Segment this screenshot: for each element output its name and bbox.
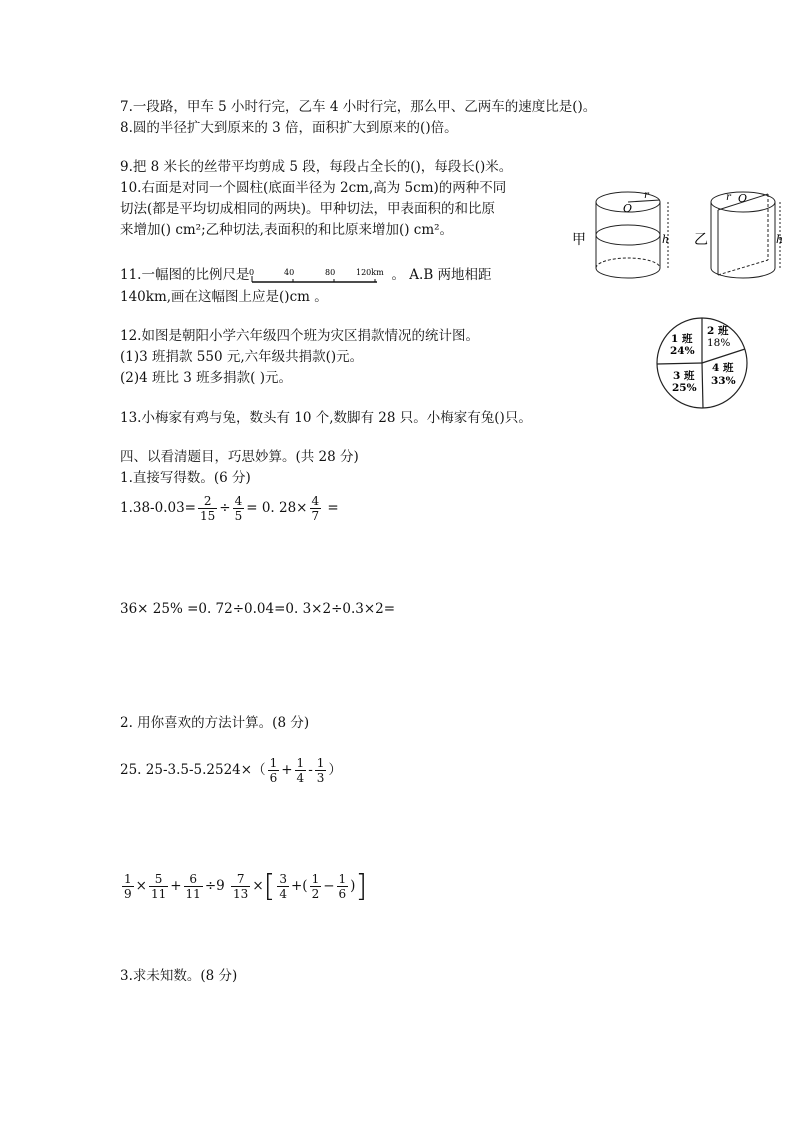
- question-9: 9.把 8 米长的丝带平均剪成 5 段，每段占全长的()，每段长()米。: [120, 159, 513, 175]
- part-2-expr-1: [120, 753, 342, 787]
- times-sign: ×: [135, 878, 147, 894]
- left-bracket: [: [263, 868, 276, 904]
- fraction-1-4: [295, 756, 307, 785]
- frac-den: 3: [316, 771, 325, 785]
- scale-tick-0: 0: [249, 267, 255, 277]
- part-3-title: 3.求未知数。(8 分): [120, 968, 238, 984]
- fraction-1-3: [315, 756, 327, 785]
- divide-sign: ÷: [219, 500, 231, 516]
- frac-num: 5: [154, 872, 163, 886]
- frac-den: 6: [269, 771, 278, 785]
- question-11-line1: [120, 266, 492, 285]
- part-2-expr-2: [120, 866, 367, 906]
- center-label-yi: O: [738, 192, 748, 205]
- frac-den: 11: [150, 887, 167, 901]
- section-4-heading: 四、以看清题目，巧思妙算。(共 28 分): [120, 449, 359, 465]
- frac-num: 1: [269, 756, 278, 770]
- frac-den: 15: [200, 509, 216, 523]
- pie-chart: [655, 316, 749, 410]
- frac-num: 4: [311, 494, 320, 508]
- divide-nine: ÷9: [204, 878, 225, 894]
- part-1-row-1: [120, 494, 339, 523]
- question-11-prefix: 11.一幅图的比例尺是: [120, 267, 250, 283]
- radius-label-yi: r: [726, 192, 731, 203]
- frac-num: 2: [203, 494, 212, 508]
- cylinder-figures: [568, 185, 790, 285]
- plus-sign: +: [170, 878, 182, 894]
- frac-num: 1: [296, 756, 305, 770]
- question-10-line3: 来增加() cm²;乙种切法,表面积的和比原来增加() cm²。: [120, 222, 454, 238]
- fig-label-yi: 乙: [694, 232, 708, 248]
- open-paren: +(: [290, 878, 308, 894]
- scale-bar: [249, 267, 391, 285]
- frac-num: 7: [236, 872, 245, 886]
- frac-den: 11: [185, 887, 201, 901]
- fraction-1-9: [122, 872, 134, 901]
- fraction-5-11: [149, 872, 168, 901]
- minus-sign: −: [323, 878, 335, 894]
- scale-tick-40: 40: [284, 267, 295, 277]
- fraction-7-13: [231, 872, 250, 901]
- frac-num: 6: [189, 872, 197, 886]
- pie-pct-class2: 18%: [707, 337, 731, 349]
- center-label-jia: O: [623, 202, 633, 215]
- times-sign: ×: [252, 878, 264, 894]
- expr-prefix: 25. 25-3.5-5.2524×（: [120, 762, 266, 778]
- expr-1: 1.38-0.03=: [120, 500, 196, 516]
- close-paren: ): [350, 878, 356, 894]
- part-1-title: 1.直接写得数。(6 分): [120, 470, 251, 486]
- frac-num: 3: [279, 872, 287, 886]
- pie-label-class1: 1 班: [671, 333, 693, 345]
- part-1-row-2: 36× 25% =0. 72÷0.04=0. 3×2÷0.3×2=: [120, 601, 396, 617]
- pie-label-class4: 4 班: [712, 362, 734, 374]
- plus-sign: +: [281, 762, 293, 778]
- frac-den: 7: [311, 509, 320, 523]
- frac-num: 1: [124, 872, 132, 886]
- question-8: 8.圆的半径扩大到原来的 3 倍，面积扩大到原来的()倍。: [120, 120, 458, 136]
- question-11-suffix: 。 A.B 两地相距: [391, 267, 492, 283]
- height-label-yi: h: [776, 233, 784, 246]
- frac-den: 13: [233, 887, 249, 901]
- expr-3: =: [323, 500, 339, 516]
- pie-pct-class1: 24%: [670, 345, 695, 357]
- fig-label-jia: 甲: [572, 232, 586, 248]
- fraction-3-4: [277, 872, 289, 901]
- question-13: 13.小梅家有鸡与兔，数头有 10 个,数脚有 28 只。小梅家有兔()只。: [120, 410, 532, 426]
- frac-num: 1: [311, 872, 320, 886]
- pie-pct-class4: 33%: [711, 375, 736, 387]
- fraction-2-15: [198, 494, 217, 523]
- minus-sign: -: [308, 762, 313, 778]
- question-10-line1: 10.右面是对同一个圆柱(底面半径为 2cm,高为 5cm)的两种不同: [120, 180, 507, 196]
- fraction-1-2: [310, 872, 322, 901]
- right-bracket: ]: [355, 868, 368, 904]
- frac-den: 2: [311, 887, 320, 901]
- radius-label-jia: r: [644, 190, 649, 201]
- question-10-line2: 切法(都是平均切成相同的两块)。甲种切法，甲表面积的和比原: [120, 201, 496, 217]
- frac-num: 1: [316, 756, 325, 770]
- frac-den: 9: [124, 887, 132, 901]
- frac-den: 6: [338, 887, 347, 901]
- question-12-line1: 12.如图是朝阳小学六年级四个班为灾区捐款情况的统计图。: [120, 328, 479, 344]
- pie-pct-class3: 25%: [672, 382, 697, 394]
- fraction-1-6: [268, 756, 280, 785]
- frac-num: 4: [234, 494, 243, 508]
- fraction-1-6b: [337, 872, 349, 901]
- frac-den: 4: [279, 887, 287, 901]
- scale-tick-80: 80: [325, 267, 336, 277]
- pie-label-class3: 3 班: [673, 370, 695, 382]
- pie-label-class2: 2 班: [707, 325, 729, 337]
- frac-den: 5: [234, 509, 243, 523]
- expr-2: = 0. 28×: [246, 500, 308, 516]
- height-label-jia: h: [662, 233, 670, 246]
- fraction-4-7: [310, 494, 322, 523]
- frac-den: 4: [296, 771, 305, 785]
- fraction-6-11: [184, 872, 203, 901]
- close-paren: ）: [328, 762, 342, 778]
- question-12-line3: (2)4 班比 3 班多捐款( )元。: [120, 370, 292, 386]
- question-11-line2: 140km,画在这幅图上应是()cm 。: [120, 289, 328, 305]
- question-12-line2: (1)3 班捐款 550 元,六年级共捐款()元。: [120, 349, 364, 365]
- part-2-title: 2. 用你喜欢的方法计算。(8 分): [120, 715, 310, 731]
- frac-num: 1: [338, 872, 347, 886]
- question-7: 7.一段路，甲车 5 小时行完，乙车 4 小时行完，那么甲、乙两车的速度比是()。: [120, 99, 597, 115]
- fraction-4-5: [233, 494, 245, 523]
- scale-tick-120: 120km: [356, 267, 385, 277]
